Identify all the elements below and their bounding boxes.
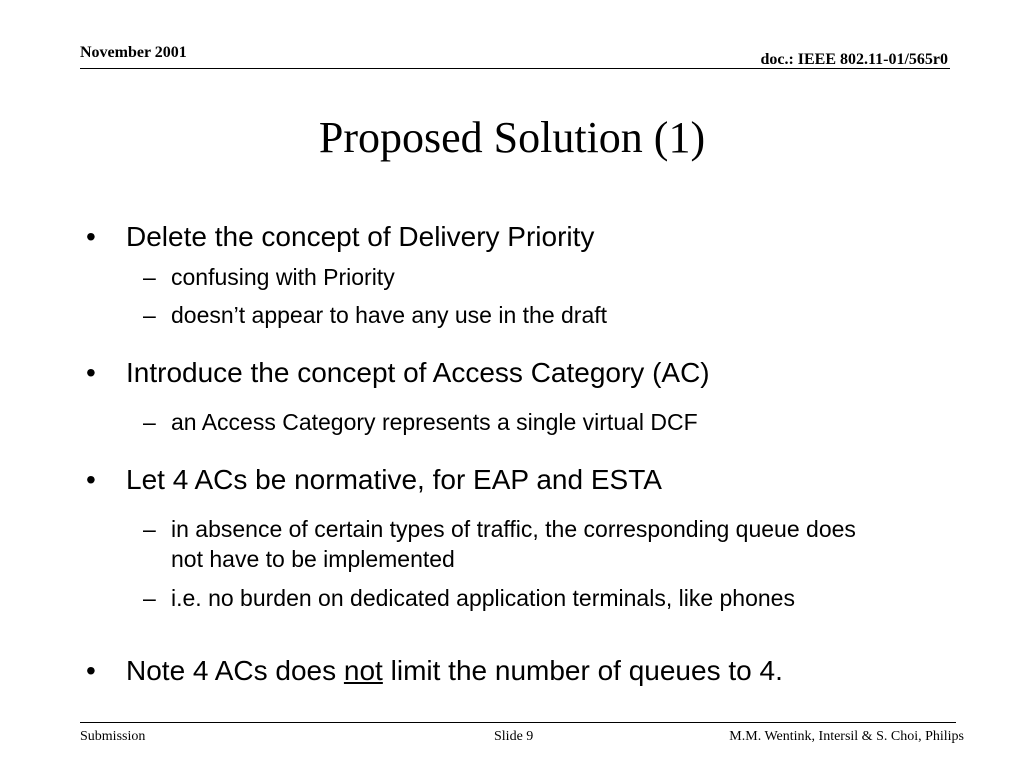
sub-bullet-mark: – (143, 585, 156, 611)
bullet-mark: • (86, 464, 96, 495)
bullet-text-after: limit the number of queues to 4. (382, 655, 783, 686)
bullet-text: Let 4 ACs be normative, for EAP and ESTA (126, 464, 662, 495)
footer-slide-number: Slide 9 (494, 729, 534, 744)
sub-bullet-text: doesn’t appear to have any use in the draft (171, 302, 608, 328)
bullet-mark: • (86, 221, 96, 252)
sub-bullet-mark: – (143, 264, 156, 290)
header-date: November 2001 (80, 44, 187, 61)
bullet-text-underlined: not (343, 655, 383, 686)
slide-title: Proposed Solution (1) (318, 113, 706, 162)
header-doc-id: doc.: IEEE 802.11-01/565r0 (760, 51, 948, 68)
bullet-text-before: Note 4 ACs does (126, 655, 344, 686)
bullet-mark: • (86, 655, 96, 686)
sub-bullet-text: i.e. no burden on dedicated application terminals, like phones (171, 585, 795, 611)
sub-bullet-mark: – (143, 516, 156, 542)
bullet-mark: • (86, 357, 96, 388)
sub-bullet-mark: – (143, 409, 156, 435)
bullet-text: Delete the concept of Delivery Priority (126, 221, 595, 252)
sub-bullet-text: an Access Category represents a single virtual DCF (171, 409, 698, 435)
footer-divider (80, 722, 956, 723)
sub-bullet-text: confusing with Priority (171, 264, 395, 290)
footer-authors: M.M. Wentink, Intersil & S. Choi, Philips (729, 729, 964, 744)
bullet-text (126, 654, 783, 688)
bullet-text: Introduce the concept of Access Category (AC) (126, 357, 710, 388)
sub-bullet-mark: – (143, 302, 156, 328)
footer-submission: Submission (80, 729, 146, 744)
sub-bullet-text: in absence of certain types of traffic, the corresponding queue does not have to be implemented (171, 516, 856, 572)
